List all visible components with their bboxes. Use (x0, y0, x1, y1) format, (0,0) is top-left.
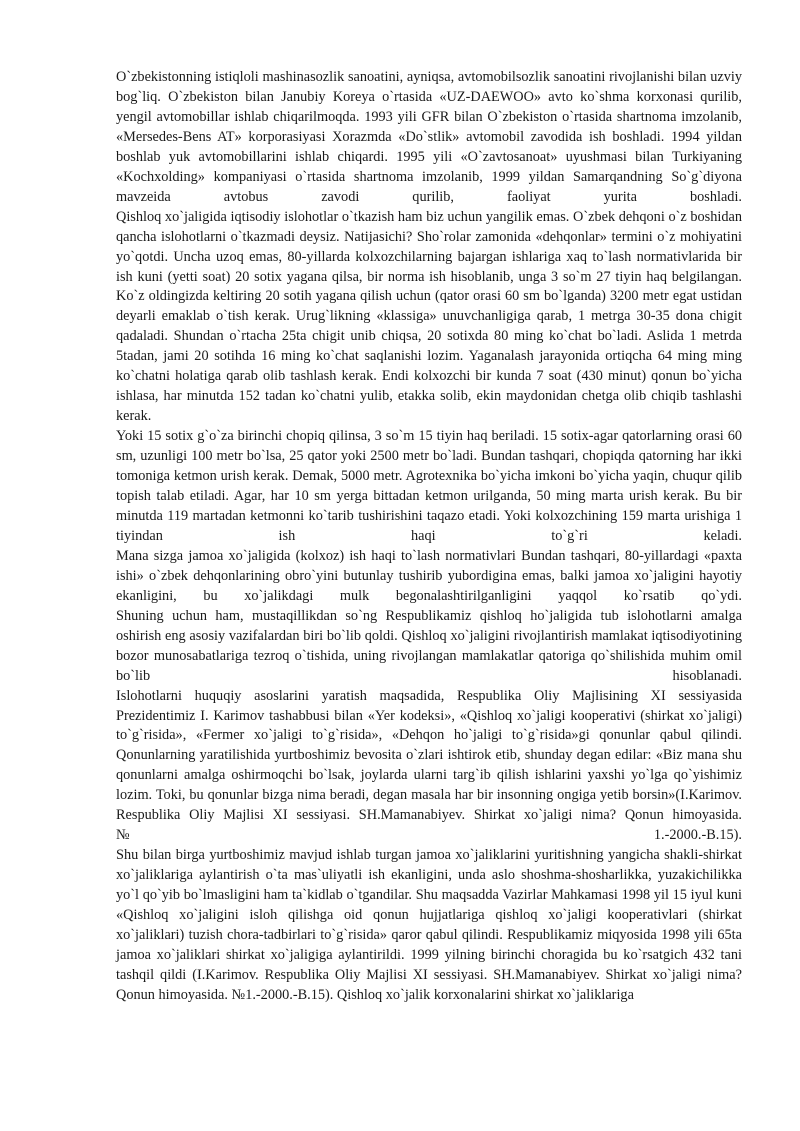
paragraph-agriculture-reforms: Qishloq xo`jaligida iqtisodiy islohotlar o`tkazish ham biz uchun yangilik emas. O`zbek dehqoni o`z boshidan qancha islohotlarni o`tkazmadi deysiz. Natijasichi? Sho`rolar zamonida «dehqonlar» termini o`z mohiyatini yo`qotdi. Uncha uzoq emas, 80-yillarda kolxozchilarning bajargan ishlariga xaq to`lash normativlarida bir ish kuni (yetti soat) 20 sotix yagana qilsa, bir norma ish hisoblanib, unga 3 so`m 27 tiyin haq belgilangan. Ko`z oldingizda keltiring 20 sotih yagana qilish uchun (qator orasi 60 sm bo`lganda) 3200 metr egat ustidan deyarli emaklab o`tish kerak. Urug`likning «klassiga» unuvchanligiga qarab, 1 metrga 30-35 dona chigit qadaladi. Shundan o`rtacha 25ta chigit unib chiqsa, 20 sotixda 80 ming ko`chat bo`ladi. Aslida 1 metrda 5tadan, jami 20 sotihda 16 ming ko`chat saqlanishi lozim. Yaganalash jarayonida ortiqcha 64 ming ming ko`chatni holatiga qarab olib tashlash kerak. Endi kolxozchi bir kunda 7 soat (430 minut) qonun bo`yicha ishlasa, har minutda 152 tadan ko`chatni yulib, etakka solib, ekin maydonidan chetga olib chiqib tashlashi kerak. (116, 208, 742, 425)
paragraph-auto-industry: O`zbekistonning istiqloli mashinasozlik sanoatini, ayniqsa, avtomobilsozlik sanoatini rivojlanishi bilan uzviy bog`liq. O`zbekiston bilan Janubiy Koreya o`rtasida «UZ-DAEWOO» avto ko`shma korxonasi qurilib, yengil avtomobillar ishlab chiqarilmoqda. 1993 yili GFR bilan O`zbekiston o`rtasida shartnoma imzolanib, «Mersedes-Bens AT» korporasiyasi Xorazmda «Do`stlik» avtomobil zavodida ish boshladi. 1994 yildan boshlab yuk avtomobillarini ishlab chiqardi. 1995 yili «O`zavtosanoat» uyushmasi bilan Turkiyaning «Kochxolding» kompaniyasi o`rtasida shartnoma imzolanib, 1999 yildan Samarqandning So`g`diyona mavzeida avtobus zavodi qurilib, faoliyat yurita boshladi. (116, 69, 742, 205)
document-page (116, 68, 742, 1006)
paragraph-independence-reforms: Shuning uchun ham, mustaqillikdan so`ng Respublikamiz qishloq ho`jaligida tub islohotlarni amalga oshirish eng asosiy vazifalardan biri bo`lib qoldi. Qishloq xo`jaligini rivojlantirish mamlakat iqtisodiyotining bozor munosabatlariga tezroq o`tishida, uning rivojlangan mamlakatlar qatoriga qo`shilishida muhim omil bo`lib hisoblanadi. (116, 607, 742, 684)
paragraph-cotton-hoeing: Yoki 15 sotix g`o`za birinchi chopiq qilinsa, 3 so`m 15 tiyin haq beriladi. 15 sotix-agar qatorlarning orasi 60 sm, uzunligi 100 metr bo`lsa, 25 qator yoki 2500 metr bo`ladi. Bundan tashqari, chopiqda qatorning har ikki tomoniga ketmon urish kerak. Demak, 5000 metr. Agrotexnika bo`yicha imkoni bo`yicha yaqin, chuqur qilib topish talab etiladi. Agar, har 10 sm yerga bittadan ketmon urilganda, 50 ming marta urish kerak. Bu bir minutda 119 martadan ketmonni ko`tarib tushirishini taqazo etadi. Yoki kolxozchining 159 marta urishiga 1 tiyindan ish haqi to`g`ri keladi. (116, 428, 742, 544)
paragraph-wage-normatives: Mana sizga jamoa xo`jaligida (kolxoz) ish haqi to`lash normativlari Bundan tashqari, 80-yillardagi «paxta ishi» o`zbek dehqonlarining obro`yini butunlay tushirib yubordigina emas, balki jamoa xo`jaligini hayotiy ekanligini, bu xo`jalikdagi mulk begonalashtirilganligini yaqqol ko`rsatib qo`ydi. (116, 547, 742, 604)
paragraph-shirkat-farms: Shu bilan birga yurtboshimiz mavjud ishlab turgan jamoa xo`jaliklarini yuritishning yangicha shakli-shirkat xo`jaliklariga aylantirish o`ta mas`uliyatli ish ekanligini, unda aslo shoshma-shosharlikka, yuzakichilikka yo`l qo`yib bo`lmasligini ham ta`kidlab o`tgandilar. Shu maqsadda Vazirlar Mahkamasi 1998 yil 15 iyul kuni «Qishloq xo`jaligini isloh qilishga oid qonun hujjatlariga qishloq xo`jaligi kooperativlari (shirkat xo`jaliklari) tuzish chora-tadbirlari to`g`risida» qaror qabul qilindi. Respublikamiz miqyosida 1998 yili 65ta jamoa xo`jaliklari shirkat xo`jaligiga aylantirildi. 1999 yilning birinchi choragida bu ko`rsatgich 432 tani tashqil qildi (I.Karimov. Respublika Oliy Majlisi XI sessiyasi. SH.Mamanabiyev. Shirkat xo`jaligi nima? Qonun himoyasida. №1.-2000.-B.15). Qishloq xo`jalik korxonalarini shirkat xo`jaliklariga (116, 847, 742, 1003)
paragraph-legal-basis: Islohotlarni huquqiy asoslarini yaratish maqsadida, Respublika Oliy Majlisining XI sessiyasida Prezidentimiz I. Karimov tashabbusi bilan «Yer kodeksi», «Qishloq xo`jaligi kooperativi (shirkat xo`jaligi) to`g`risida», «Fermer xo`jaligi to`g`risida», «Dehqon ho`jaligi to`g`risida»gi qonunlar qabul qilindi. Qonunlarning yaratilishida yurtboshimiz bevosita o`zlari ishtirok etib, shunday degan edilar: «Biz mana shu qonunlarni amalga oshirmoqchi bo`lsak, joylarda ularni targ`ib qilish ishlarini yaxshi yo`lga qo`yishimiz lozim. Toki, bu qonunlar bizga nima beradi, degan masala har bir insonning ongiga yetib borsin»(I.Karimov. Respublika Oliy Majlisi XI sessiyasi. SH.Mamanabiyev. Shirkat xo`jaligi nima? Qonun himoyasida. №1.-2000.-B.15). (116, 687, 742, 844)
